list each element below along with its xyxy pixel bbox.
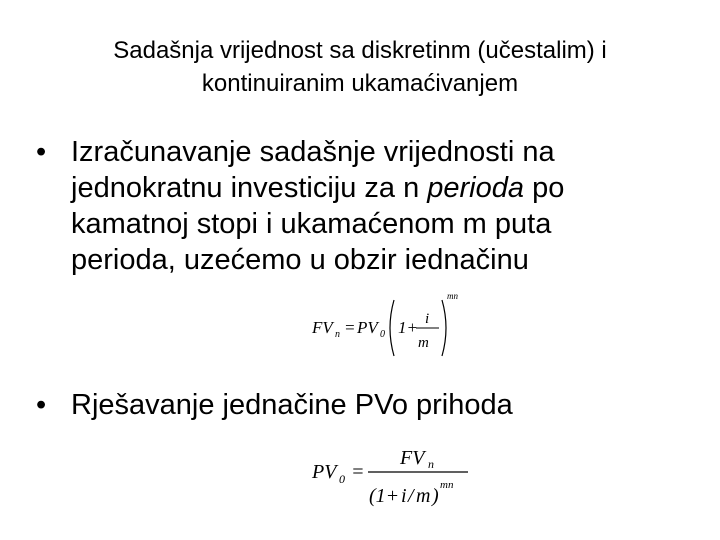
bullet-item-2 [36,387,656,423]
bullet-1-text-part-1: Izračunavanje sadašnje vrijednosti na jednokratnu investiciju za n [71,136,555,204]
formula2-numerator: FV [400,447,425,469]
slide-title-line-2: kontinuiranim ukamaćivanjem [201,70,519,97]
slide-title-line-1: Sadašnja vrijednost sa diskretinm (učestalim) i [113,37,607,64]
formula2-denominator-i: i [401,485,407,507]
formula2-equals: = [351,461,365,483]
formula2-denominator-m: m [416,485,431,507]
formula2-exponent: mn [440,479,454,491]
bullet-1-text [71,134,656,278]
formula1-numerator: i [425,311,430,327]
formula-present-value [308,440,478,510]
formula1-exponent: mn [447,291,458,301]
formula1-right-paren [442,300,446,356]
formula1-pv: PV [357,318,378,337]
formula-future-value-svg [308,290,458,360]
formula1-equals: = [344,318,356,337]
formula2-denominator-slash: / [408,485,414,507]
formula1-pv-sub: 0 [380,329,385,340]
formula-present-value-svg [308,440,478,510]
bullet-1-text-part-2: po kamatnoj stopi i ukamaćenom m puta perioda, uzećemo u obzir iednačinu [71,172,565,276]
bullet-marker: • [36,136,47,168]
formula1-denominator: m [418,335,429,351]
bullet-item-1 [36,134,656,278]
formula2-numerator-sub: n [428,457,434,471]
formula2-lhs-sub: 0 [339,472,345,486]
formula2-lhs: PV [312,461,337,483]
slide-title [40,34,680,100]
formula1-left-paren [390,300,394,356]
bullet-2-text: Rješavanje jednačine PVo prihoda [71,389,513,421]
formula1-lhs-sub: n [335,329,340,340]
formula1-lhs: FV [312,318,333,337]
bullet-marker: • [36,389,47,421]
formula1-one-plus: 1+ [398,318,418,337]
formula2-denominator-open: (1+ [369,485,400,507]
formula-future-value [308,290,458,360]
formula2-denominator-close: ) [432,485,439,507]
bullet-1-text-italic: perioda [427,172,525,204]
